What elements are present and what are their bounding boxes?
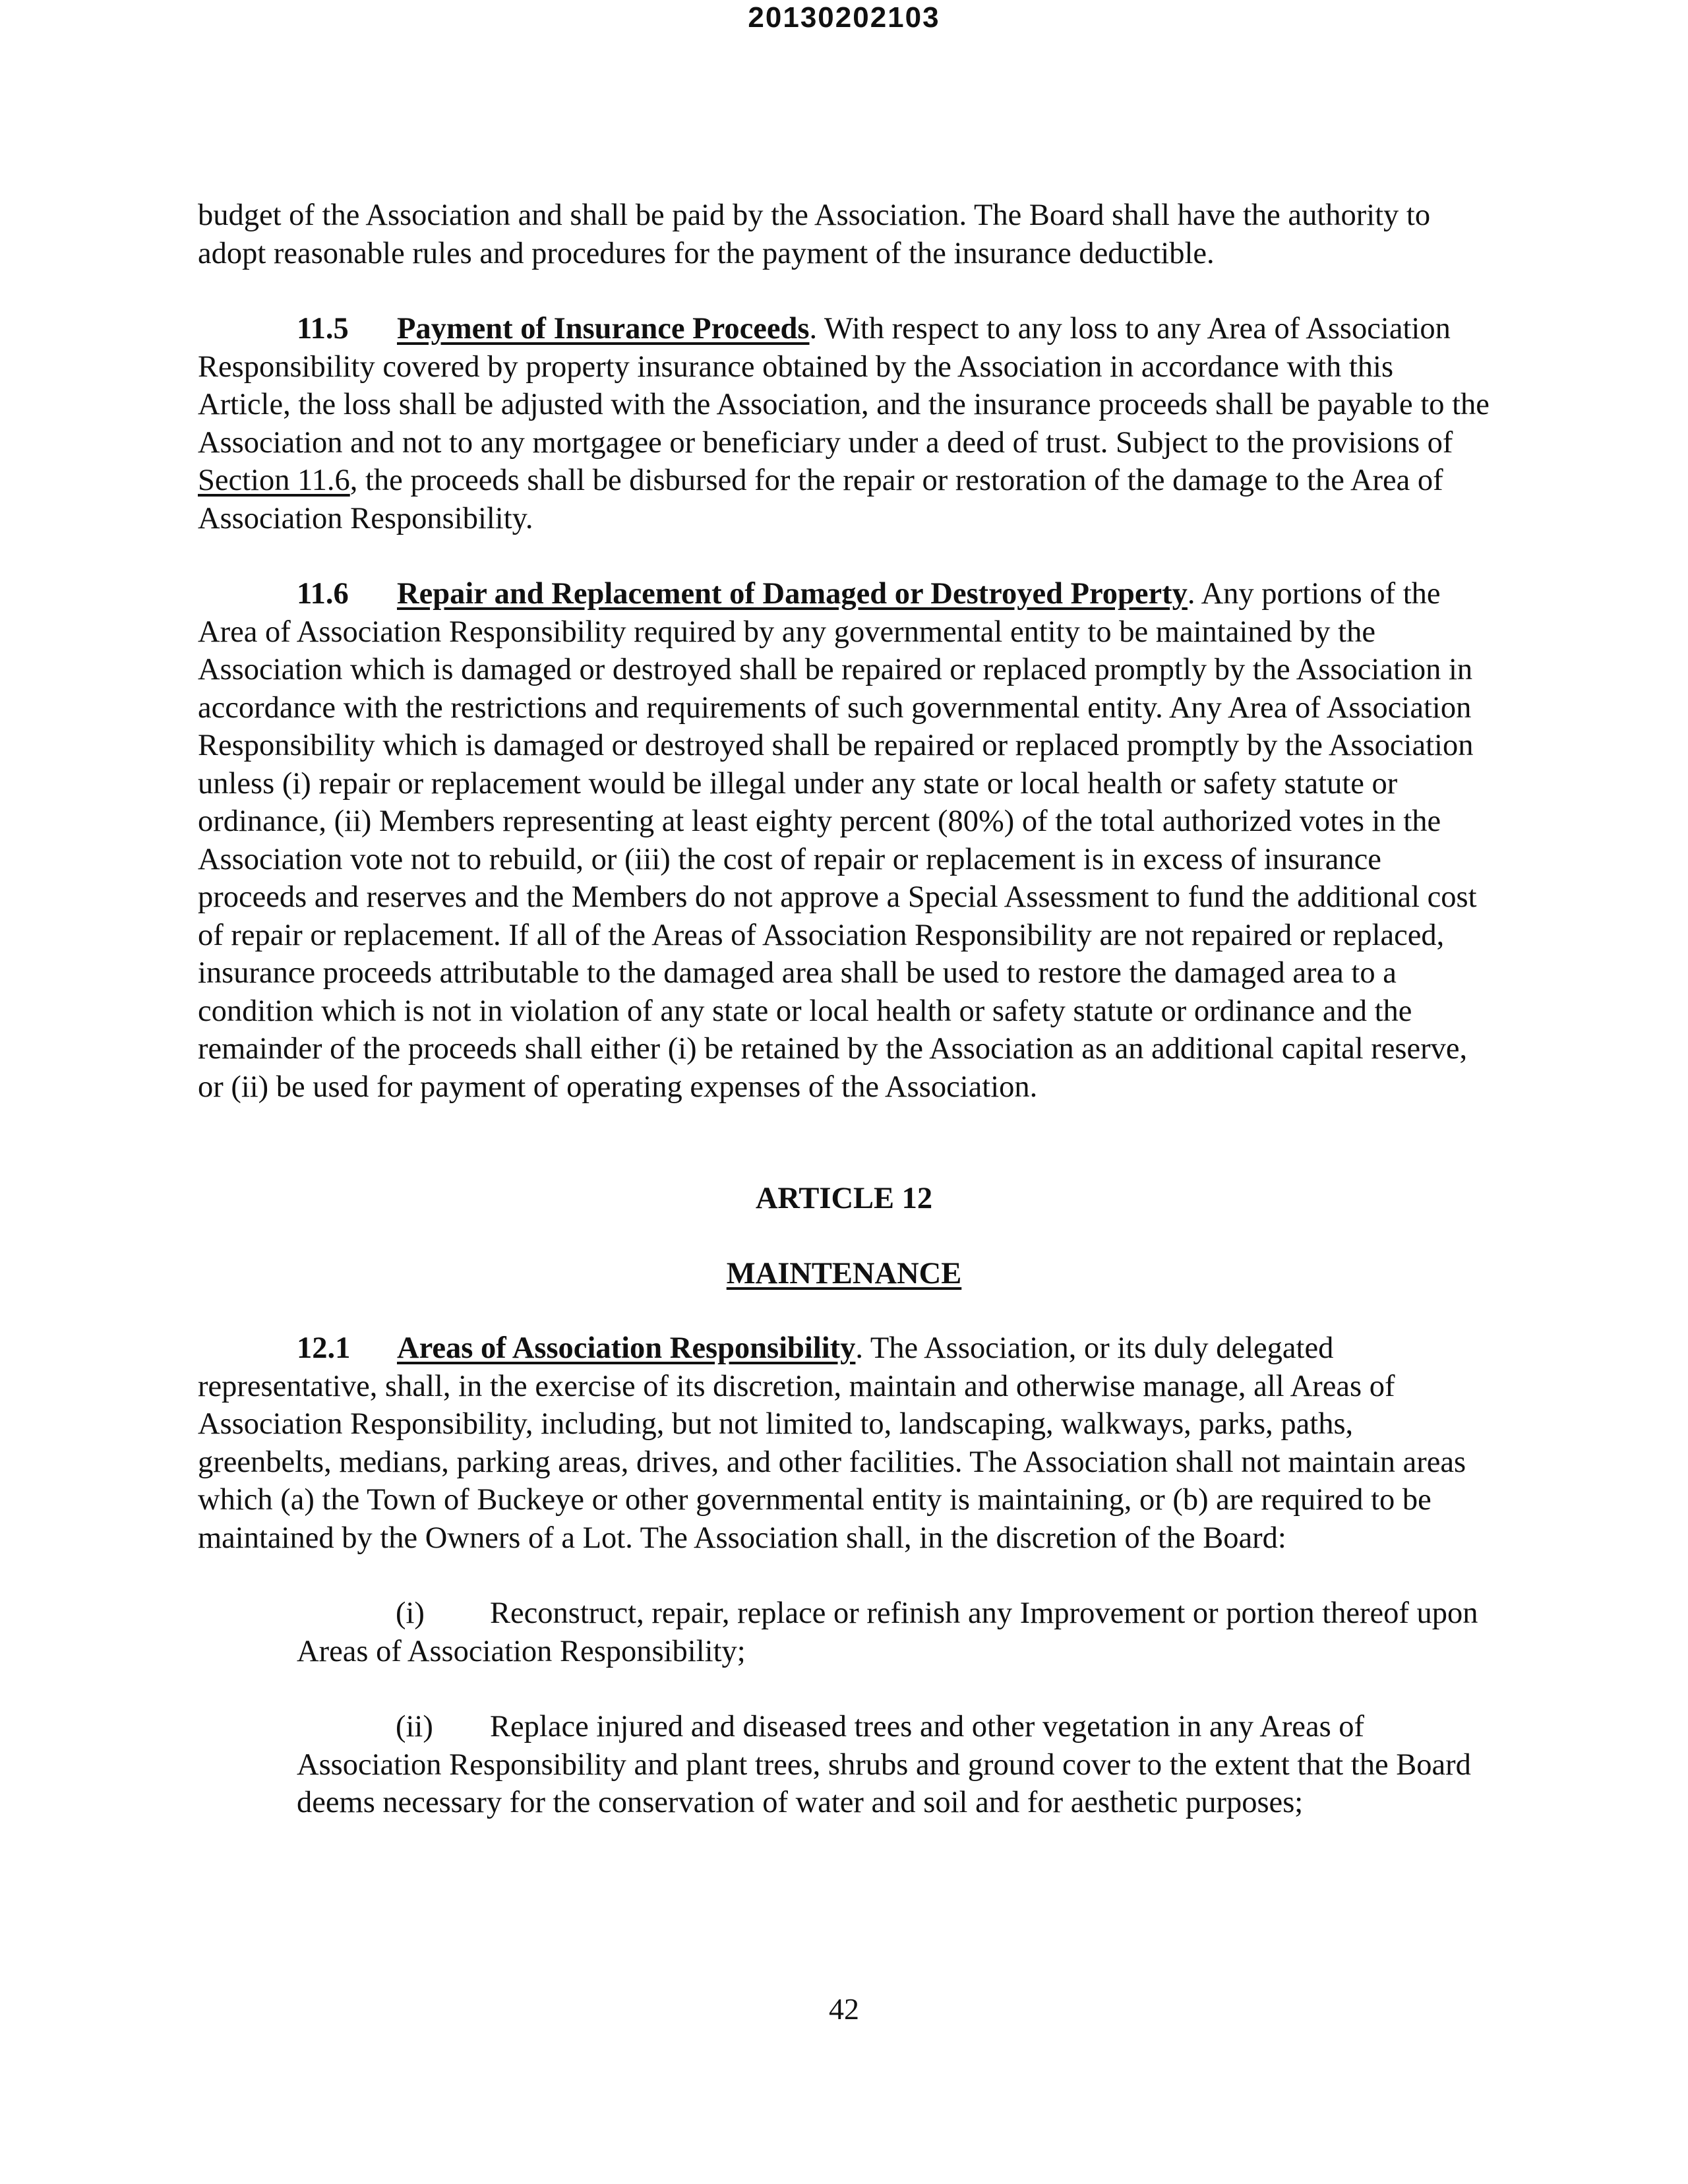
page-number: 42 — [829, 1992, 859, 2026]
section-11-6-paragraph — [198, 575, 1490, 1106]
section-body-text: . Any portions of the Area of Association Responsibility required by any governmental entity to be maintained by the Association which is damaged or destroyed shall be repaired or replaced promptly by the Association in accordance with the restrictions and requirements of such governmental entity. Any Area of Association Responsibility which is damaged or destroyed shall be repaired or replaced promptly by the Association unless (i) repair or replacement would be illegal under any state or local health or safety statute or ordinance, (ii) Members representing at least eighty percent (80%) of the total authorized votes in the Association vote not to rebuild, or (iii) the cost of repair or replacement is in excess of insurance proceeds and reserves and the Members do not approve a Special Assessment to fund the additional cost of repair or replacement. If all of the Areas of Association Responsibility are not repaired or replaced, insurance proceeds attributable to the damaged area shall be used to restore the damaged area to a condition which is not in violation of any state or local health or safety statute or ordinance and the remainder of the proceeds shall either (i) be retained by the Association as an additional capital reserve, or (ii) be used for payment of operating expenses of the Association. — [198, 577, 1477, 1104]
article-heading: ARTICLE 12 — [755, 1182, 933, 1215]
section-12-1-paragraph — [198, 1329, 1490, 1557]
section-number: 11.6 — [297, 577, 349, 611]
list-item — [297, 1594, 1490, 1670]
section-title: Repair and Replacement of Damaged or Destroyed Property — [397, 577, 1188, 611]
list-item-text: Reconstruct, repair, replace or refinish any Improvement or portion thereof upon Areas of Association Responsibility; — [297, 1596, 1478, 1668]
section-body-text: . The Association, or its duly delegated representative, shall, in the exercise of its discretion, maintain and otherwise manage, all Areas of Association Responsibility, including, but not limited to, landscaping, walkways, parks, paths, greenbelts, medians, parking areas, drives, and other facilities. The Association shall not maintain areas which (a) the Town of Buckeye or other governmental entity is maintaining, or (b) are required to be maintained by the Owners of a Lot. The Association shall, in the discretion of the Board: — [198, 1331, 1466, 1555]
page-body — [198, 197, 1490, 1860]
list-item-text: Replace injured and diseased trees and other vegetation in any Areas of Association Responsibility and plant trees, shrubs and ground cover to the extent that the Board deems necessary for the conservation of water and soil and for aesthetic purposes; — [297, 1710, 1471, 1819]
section-number: 11.5 — [297, 312, 349, 346]
section-body-text-continued: , the proceeds shall be disbursed for the repair or restoration of the damage to the Area of Association Responsibility. — [198, 464, 1443, 535]
article-title-text: MAINTENANCE — [726, 1256, 962, 1290]
section-title: Payment of Insurance Proceeds — [397, 312, 810, 346]
intro-paragraph: budget of the Association and shall be paid by the Association. The Board shall have the authority to adopt reasonable rules and procedures for the payment of the insurance deductible. — [198, 198, 1431, 270]
document-recording-number: 20130202103 — [748, 1, 940, 34]
section-number: 12.1 — [297, 1331, 351, 1365]
list-item — [297, 1708, 1490, 1822]
section-title: Areas of Association Responsibility — [397, 1331, 856, 1365]
list-item-label: (ii) — [396, 1710, 433, 1744]
list-item-label: (i) — [396, 1596, 425, 1630]
section-cross-reference: Section 11.6 — [198, 464, 350, 497]
section-body-text: . With respect to any loss to any Area of Association Responsibility covered by property insurance obtained by the Association in accordance with this Article, the loss shall be adjusted with the Association, and the insurance proceeds shall be payable to the Association and not to any mortgagee or beneficiary under a deed of trust. Subject to the provisions of — [198, 312, 1490, 460]
article-title — [198, 1255, 1490, 1293]
section-11-5-paragraph — [198, 310, 1490, 537]
